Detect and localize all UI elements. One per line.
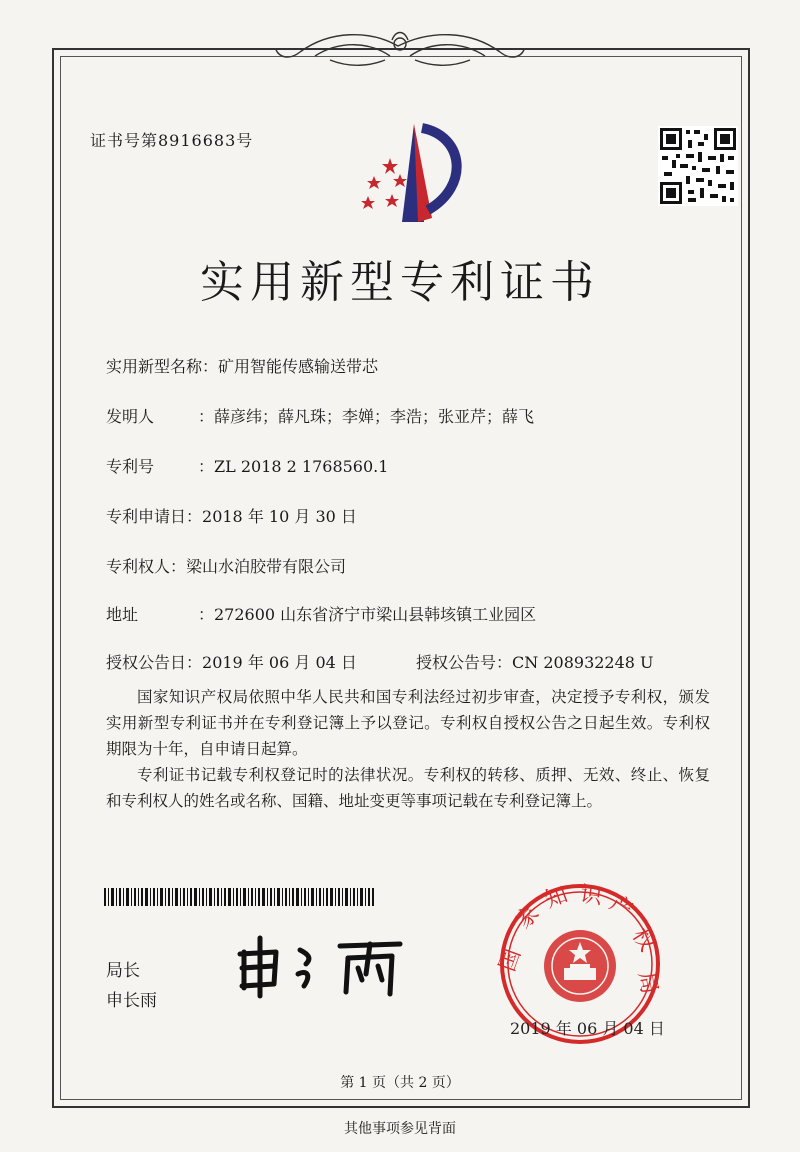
- field-value: ：272600 山东省济宁市梁山县韩垓镇工业园区: [198, 605, 537, 624]
- field-patent-number: [106, 454, 388, 477]
- field-value: CN 208932248 U: [512, 653, 654, 672]
- cnipa-logo-icon: [352, 118, 472, 228]
- field-grant-pub-no: [416, 650, 654, 673]
- field-value: 2018 年 10 月 30 日: [202, 507, 357, 526]
- seal-date: 2019 年 06 月 04 日: [510, 1019, 665, 1038]
- field-value: ：ZL 2018 2 1768560.1: [198, 457, 389, 476]
- field-value: ：薛彦纬；薛凡珠；李婵；李浩；张亚芹；薛飞: [198, 407, 535, 426]
- field-label: 专利申请日：: [106, 507, 203, 526]
- field-value: 2019 年 06 月 04 日: [202, 653, 357, 672]
- footer-note: 其他事项参见背面: [344, 1121, 456, 1137]
- field-label: 专利号: [106, 457, 155, 476]
- signature-icon: [230, 930, 410, 1000]
- paragraph-grant: 国家知识产权局依照中华人民共和国专利法经过初步审查，决定授予专利权，颁发实用新型专利证书并在专利登记簿上予以登记。专利权自授权公告之日起生效。专利权期限为十年，自申请日起算。: [106, 688, 710, 758]
- field-label: 地址: [106, 605, 139, 624]
- svg-text:知: 知: [541, 882, 572, 914]
- field-application-date: [106, 504, 357, 527]
- barcode-icon: [104, 888, 374, 906]
- svg-text:国: 国: [495, 945, 527, 975]
- certificate-title: 实用新型专利证书: [200, 257, 600, 308]
- field-label: 专利权人：: [106, 557, 187, 576]
- page-number: 第 1 页（共 2 页）: [340, 1075, 460, 1091]
- field-patentee: [106, 554, 346, 577]
- field-value: 矿用智能传感输送带芯: [218, 357, 379, 376]
- svg-text:局: 局: [633, 969, 662, 996]
- svg-text:家: 家: [511, 900, 545, 935]
- paragraph-legal-status: 专利证书记载专利权登记时的法律状况。专利权的转移、质押、无效、终止、恢复和专利权人的姓名或名称、国籍、地址变更等事项记载在专利登记簿上。: [106, 766, 710, 810]
- qr-code-icon: [658, 126, 738, 206]
- svg-text:识: 识: [578, 882, 604, 910]
- field-label: 授权公告号：: [416, 653, 513, 672]
- field-label: 发明人: [106, 407, 155, 426]
- field-grant-date: [106, 650, 357, 673]
- signer-name: 申长雨: [106, 991, 157, 1011]
- top-ornament-icon: [0, 0, 800, 90]
- field-value: 梁山水泊胶带有限公司: [186, 557, 347, 576]
- certificate-number: 证书号第8916683号: [90, 131, 254, 150]
- svg-text:权: 权: [626, 924, 660, 956]
- field-label: 授权公告日：: [106, 653, 203, 672]
- svg-text:产: 产: [604, 890, 637, 924]
- field-address: [106, 602, 536, 625]
- signer-title: 局长: [106, 961, 140, 981]
- field-utility-name: [106, 354, 378, 377]
- field-label: 实用新型名称：: [106, 357, 219, 376]
- field-inventors: [106, 404, 534, 427]
